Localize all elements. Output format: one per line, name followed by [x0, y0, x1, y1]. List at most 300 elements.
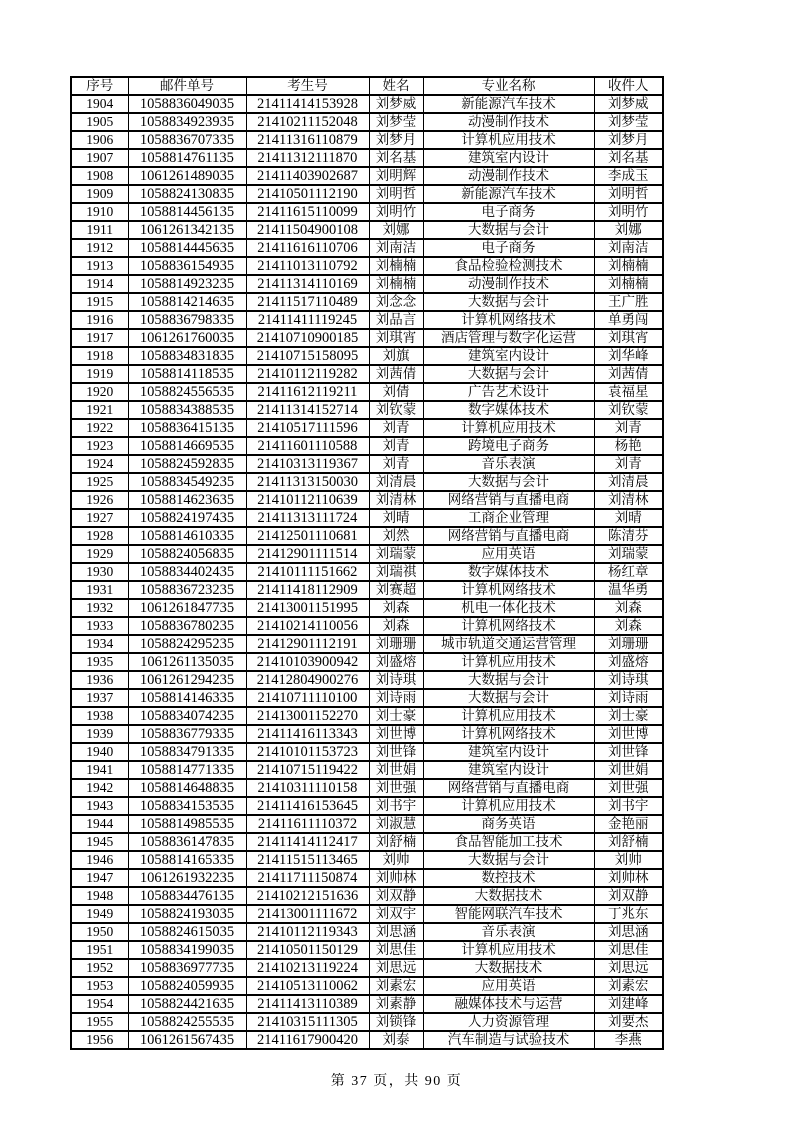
cell-name: 刘倩	[369, 383, 423, 401]
cell-major: 网络营销与直播电商	[423, 527, 594, 545]
cell-major: 动漫制作技术	[423, 167, 594, 185]
table-row	[71, 275, 663, 293]
cell-major: 新能源汽车技术	[423, 185, 594, 203]
cell-name: 刘森	[369, 617, 423, 635]
cell-recipient: 刘世强	[594, 779, 663, 797]
cell-name: 刘书宇	[369, 797, 423, 815]
cell-recipient: 刘清林	[594, 491, 663, 509]
cell-candidate-number: 21411414112417	[246, 833, 369, 851]
table-row	[71, 347, 663, 365]
table-row	[71, 689, 663, 707]
cell-mail-number: 1061261135035	[128, 653, 246, 671]
cell-candidate-number: 21411313150030	[246, 473, 369, 491]
cell-major: 大数据与会计	[423, 671, 594, 689]
cell-major: 大数据与会计	[423, 851, 594, 869]
cell-candidate-number: 21410501150129	[246, 941, 369, 959]
cell-name: 刘梦威	[369, 95, 423, 113]
cell-name: 刘琪宵	[369, 329, 423, 347]
cell-candidate-number: 21410101153723	[246, 743, 369, 761]
cell-recipient: 刘楠楠	[594, 275, 663, 293]
cell-major: 计算机应用技术	[423, 131, 594, 149]
cell-mail-number: 1058824295235	[128, 635, 246, 653]
cell-candidate-number: 21411504900108	[246, 221, 369, 239]
cell-mail-number: 1058834923935	[128, 113, 246, 131]
cell-mail-number: 1058836779335	[128, 725, 246, 743]
cell-recipient: 刘士豪	[594, 707, 663, 725]
cell-serial: 1948	[71, 887, 128, 905]
cell-candidate-number: 21411418112909	[246, 581, 369, 599]
cell-major: 食品智能加工技术	[423, 833, 594, 851]
cell-serial: 1917	[71, 329, 128, 347]
cell-major: 汽车制造与试验技术	[423, 1031, 594, 1049]
cell-mail-number: 1058836147835	[128, 833, 246, 851]
cell-major: 数控技术	[423, 869, 594, 887]
cell-serial: 1955	[71, 1013, 128, 1031]
table-body	[71, 95, 663, 1049]
cell-name: 刘泰	[369, 1031, 423, 1049]
cell-candidate-number: 21410111151662	[246, 563, 369, 581]
cell-recipient: 刘明竹	[594, 203, 663, 221]
cell-recipient: 刘茜倩	[594, 365, 663, 383]
cell-major: 人力资源管理	[423, 1013, 594, 1031]
cell-candidate-number: 21410711110100	[246, 689, 369, 707]
cell-candidate-number: 21413001152270	[246, 707, 369, 725]
table-row	[71, 617, 663, 635]
cell-serial: 1944	[71, 815, 128, 833]
cell-recipient: 刘双静	[594, 887, 663, 905]
cell-candidate-number: 21411517110489	[246, 293, 369, 311]
cell-mail-number: 1058814610335	[128, 527, 246, 545]
cell-major: 建筑室内设计	[423, 347, 594, 365]
table-row	[71, 491, 663, 509]
cell-major: 建筑室内设计	[423, 149, 594, 167]
cell-mail-number: 1058814623635	[128, 491, 246, 509]
cell-candidate-number: 21411316110879	[246, 131, 369, 149]
cell-recipient: 刘诗琪	[594, 671, 663, 689]
cell-name: 刘帅林	[369, 869, 423, 887]
cell-mail-number: 1058834153535	[128, 797, 246, 815]
table-row	[71, 239, 663, 257]
cell-mail-number: 1058834549235	[128, 473, 246, 491]
cell-recipient: 刘珊珊	[594, 635, 663, 653]
cell-candidate-number: 21410213119224	[246, 959, 369, 977]
cell-name: 刘舒楠	[369, 833, 423, 851]
cell-mail-number: 1061261567435	[128, 1031, 246, 1049]
cell-candidate-number: 21410715119422	[246, 761, 369, 779]
cell-mail-number: 1058814146335	[128, 689, 246, 707]
cell-name: 刘珊珊	[369, 635, 423, 653]
cell-recipient: 刘思涵	[594, 923, 663, 941]
cell-serial: 1920	[71, 383, 128, 401]
cell-recipient: 刘琪宵	[594, 329, 663, 347]
cell-mail-number: 1061261294235	[128, 671, 246, 689]
table-row	[71, 95, 663, 113]
table-row	[71, 563, 663, 581]
cell-name: 刘世博	[369, 725, 423, 743]
cell-name: 刘清林	[369, 491, 423, 509]
cell-mail-number: 1058836723235	[128, 581, 246, 599]
cell-name: 刘然	[369, 527, 423, 545]
cell-major: 大数据技术	[423, 959, 594, 977]
cell-mail-number: 1058834402435	[128, 563, 246, 581]
cell-recipient: 刘青	[594, 419, 663, 437]
cell-major: 大数据与会计	[423, 473, 594, 491]
cell-major: 计算机应用技术	[423, 419, 594, 437]
table-row	[71, 167, 663, 185]
cell-mail-number: 1058824592835	[128, 455, 246, 473]
cell-name: 刘士豪	[369, 707, 423, 725]
cell-candidate-number: 21411411119245	[246, 311, 369, 329]
cell-mail-number: 1058814923235	[128, 275, 246, 293]
cell-serial: 1930	[71, 563, 128, 581]
cell-major: 计算机网络技术	[423, 311, 594, 329]
table-row	[71, 707, 663, 725]
cell-mail-number: 1058836154935	[128, 257, 246, 275]
cell-serial: 1915	[71, 293, 128, 311]
cell-candidate-number: 21410710900185	[246, 329, 369, 347]
cell-candidate-number: 21410112119343	[246, 923, 369, 941]
cell-recipient: 刘思远	[594, 959, 663, 977]
cell-recipient: 刘森	[594, 599, 663, 617]
cell-serial: 1922	[71, 419, 128, 437]
cell-candidate-number: 21410212151636	[246, 887, 369, 905]
cell-mail-number: 1058834791335	[128, 743, 246, 761]
cell-serial: 1946	[71, 851, 128, 869]
cell-recipient: 刘明哲	[594, 185, 663, 203]
column-header-name: 姓名	[369, 77, 423, 95]
cell-candidate-number: 21411314110169	[246, 275, 369, 293]
table-header-row	[71, 77, 663, 95]
cell-candidate-number: 21411312111870	[246, 149, 369, 167]
table-row	[71, 743, 663, 761]
cell-name: 刘清晨	[369, 473, 423, 491]
cell-mail-number: 1058834388535	[128, 401, 246, 419]
cell-candidate-number: 21411616110706	[246, 239, 369, 257]
cell-recipient: 温华勇	[594, 581, 663, 599]
table-row	[71, 599, 663, 617]
cell-serial: 1914	[71, 275, 128, 293]
cell-major: 食品检验检测技术	[423, 257, 594, 275]
cell-mail-number: 1058824197435	[128, 509, 246, 527]
cell-candidate-number: 21411611110372	[246, 815, 369, 833]
cell-serial: 1951	[71, 941, 128, 959]
cell-major: 智能网联汽车技术	[423, 905, 594, 923]
cell-candidate-number: 21411416153645	[246, 797, 369, 815]
cell-candidate-number: 21410513110062	[246, 977, 369, 995]
table-row	[71, 131, 663, 149]
cell-serial: 1912	[71, 239, 128, 257]
cell-major: 音乐表演	[423, 923, 594, 941]
cell-major: 广告艺术设计	[423, 383, 594, 401]
cell-mail-number: 1058814165335	[128, 851, 246, 869]
cell-candidate-number: 21412901112191	[246, 635, 369, 653]
cell-candidate-number: 21410112110639	[246, 491, 369, 509]
cell-serial: 1940	[71, 743, 128, 761]
cell-serial: 1907	[71, 149, 128, 167]
cell-recipient: 李成玉	[594, 167, 663, 185]
cell-name: 刘南洁	[369, 239, 423, 257]
column-header-mail-number: 邮件单号	[128, 77, 246, 95]
cell-major: 数字媒体技术	[423, 563, 594, 581]
cell-major: 新能源汽车技术	[423, 95, 594, 113]
cell-name: 刘晴	[369, 509, 423, 527]
cell-serial: 1911	[71, 221, 128, 239]
cell-recipient: 刘盛熔	[594, 653, 663, 671]
cell-recipient: 刘建峰	[594, 995, 663, 1013]
cell-mail-number: 1058824556535	[128, 383, 246, 401]
cell-mail-number: 1058814214635	[128, 293, 246, 311]
cell-mail-number: 1061261342135	[128, 221, 246, 239]
cell-serial: 1938	[71, 707, 128, 725]
cell-serial: 1916	[71, 311, 128, 329]
cell-name: 刘娜	[369, 221, 423, 239]
cell-serial: 1921	[71, 401, 128, 419]
cell-name: 刘世锋	[369, 743, 423, 761]
cell-recipient: 刘书宇	[594, 797, 663, 815]
cell-name: 刘淑慧	[369, 815, 423, 833]
cell-serial: 1936	[71, 671, 128, 689]
cell-serial: 1934	[71, 635, 128, 653]
cell-recipient: 刘华峰	[594, 347, 663, 365]
cell-name: 刘明哲	[369, 185, 423, 203]
cell-name: 刘双静	[369, 887, 423, 905]
table-row	[71, 113, 663, 131]
cell-serial: 1924	[71, 455, 128, 473]
table-row	[71, 869, 663, 887]
cell-major: 计算机应用技术	[423, 653, 594, 671]
table-row	[71, 977, 663, 995]
page-footer: 第 37 页，共 90 页	[330, 1074, 463, 1089]
cell-candidate-number: 21412501110681	[246, 527, 369, 545]
cell-candidate-number: 21410311110158	[246, 779, 369, 797]
cell-recipient: 单勇闯	[594, 311, 663, 329]
cell-candidate-number: 21410517111596	[246, 419, 369, 437]
cell-name: 刘思远	[369, 959, 423, 977]
cell-mail-number: 1058824421635	[128, 995, 246, 1013]
cell-candidate-number: 21413001151995	[246, 599, 369, 617]
table-row	[71, 905, 663, 923]
cell-candidate-number: 21411403902687	[246, 167, 369, 185]
cell-name: 刘梦莹	[369, 113, 423, 131]
cell-candidate-number: 21410103900942	[246, 653, 369, 671]
table-row	[71, 545, 663, 563]
cell-name: 刘梦月	[369, 131, 423, 149]
cell-serial: 1937	[71, 689, 128, 707]
cell-major: 酒店管理与数字化运营	[423, 329, 594, 347]
cell-recipient: 刘世娟	[594, 761, 663, 779]
cell-recipient: 刘舒楠	[594, 833, 663, 851]
cell-serial: 1926	[71, 491, 128, 509]
column-header-recipient: 收件人	[594, 77, 663, 95]
cell-major: 建筑室内设计	[423, 761, 594, 779]
cell-recipient: 刘名基	[594, 149, 663, 167]
cell-mail-number: 1061261760035	[128, 329, 246, 347]
cell-mail-number: 1058836415135	[128, 419, 246, 437]
table-row	[71, 761, 663, 779]
cell-major: 应用英语	[423, 545, 594, 563]
cell-recipient: 刘瑞蒙	[594, 545, 663, 563]
table-row	[71, 581, 663, 599]
cell-serial: 1906	[71, 131, 128, 149]
cell-candidate-number: 21411414153928	[246, 95, 369, 113]
cell-major: 商务英语	[423, 815, 594, 833]
cell-name: 刘明辉	[369, 167, 423, 185]
cell-serial: 1913	[71, 257, 128, 275]
cell-candidate-number: 21411612119211	[246, 383, 369, 401]
cell-recipient: 陈清芬	[594, 527, 663, 545]
cell-mail-number: 1058814771335	[128, 761, 246, 779]
cell-recipient: 刘娜	[594, 221, 663, 239]
cell-serial: 1931	[71, 581, 128, 599]
cell-recipient: 刘帅	[594, 851, 663, 869]
cell-recipient: 刘要杰	[594, 1013, 663, 1031]
table-row	[71, 293, 663, 311]
cell-name: 刘锁锋	[369, 1013, 423, 1031]
cell-serial: 1905	[71, 113, 128, 131]
cell-serial: 1945	[71, 833, 128, 851]
cell-serial: 1932	[71, 599, 128, 617]
cell-name: 刘世强	[369, 779, 423, 797]
cell-recipient: 刘世博	[594, 725, 663, 743]
table-row	[71, 149, 663, 167]
cell-name: 刘诗琪	[369, 671, 423, 689]
cell-candidate-number: 21412901111514	[246, 545, 369, 563]
cell-name: 刘青	[369, 455, 423, 473]
cell-name: 刘明竹	[369, 203, 423, 221]
cell-mail-number: 1058834074235	[128, 707, 246, 725]
cell-major: 融媒体技术与运营	[423, 995, 594, 1013]
cell-candidate-number: 21410313119367	[246, 455, 369, 473]
cell-serial: 1919	[71, 365, 128, 383]
cell-recipient: 王广胜	[594, 293, 663, 311]
cell-name: 刘双宇	[369, 905, 423, 923]
cell-recipient: 刘森	[594, 617, 663, 635]
cell-major: 计算机网络技术	[423, 581, 594, 599]
cell-name: 刘名基	[369, 149, 423, 167]
cell-mail-number: 1058814118535	[128, 365, 246, 383]
cell-recipient: 刘青	[594, 455, 663, 473]
cell-name: 刘森	[369, 599, 423, 617]
cell-candidate-number: 21413001111672	[246, 905, 369, 923]
cell-mail-number: 1058836798335	[128, 311, 246, 329]
cell-recipient: 李燕	[594, 1031, 663, 1049]
cell-major: 大数据与会计	[423, 689, 594, 707]
cell-major: 网络营销与直播电商	[423, 779, 594, 797]
cell-candidate-number: 21411615110099	[246, 203, 369, 221]
cell-mail-number: 1058824059935	[128, 977, 246, 995]
table-row	[71, 203, 663, 221]
cell-recipient: 刘帅林	[594, 869, 663, 887]
cell-candidate-number: 21410211152048	[246, 113, 369, 131]
cell-mail-number: 1058814456135	[128, 203, 246, 221]
cell-mail-number: 1058836977735	[128, 959, 246, 977]
column-header-candidate-number: 考生号	[246, 77, 369, 95]
cell-major: 计算机网络技术	[423, 617, 594, 635]
table-row	[71, 419, 663, 437]
cell-recipient: 刘南洁	[594, 239, 663, 257]
column-header-major: 专业名称	[423, 77, 594, 95]
cell-name: 刘茜倩	[369, 365, 423, 383]
cell-major: 网络营销与直播电商	[423, 491, 594, 509]
cell-serial: 1953	[71, 977, 128, 995]
cell-name: 刘素宏	[369, 977, 423, 995]
cell-serial: 1909	[71, 185, 128, 203]
cell-mail-number: 1058836049035	[128, 95, 246, 113]
cell-major: 机电一体化技术	[423, 599, 594, 617]
cell-major: 数字媒体技术	[423, 401, 594, 419]
cell-mail-number: 1058836780235	[128, 617, 246, 635]
cell-recipient: 袁福星	[594, 383, 663, 401]
table-row	[71, 401, 663, 419]
cell-name: 刘世娟	[369, 761, 423, 779]
cell-serial: 1929	[71, 545, 128, 563]
table-row	[71, 473, 663, 491]
cell-serial: 1904	[71, 95, 128, 113]
cell-serial: 1935	[71, 653, 128, 671]
mail-list-table	[70, 76, 664, 1050]
table-row	[71, 437, 663, 455]
table-row	[71, 527, 663, 545]
cell-recipient: 刘梦月	[594, 131, 663, 149]
table-row	[71, 815, 663, 833]
table-row	[71, 959, 663, 977]
cell-major: 大数据技术	[423, 887, 594, 905]
cell-name: 刘旗	[369, 347, 423, 365]
cell-recipient: 丁兆东	[594, 905, 663, 923]
table-row	[71, 779, 663, 797]
cell-candidate-number: 21411711150874	[246, 869, 369, 887]
table-row	[71, 1013, 663, 1031]
cell-candidate-number: 21410501112190	[246, 185, 369, 203]
cell-recipient: 杨红章	[594, 563, 663, 581]
cell-mail-number: 1058834199035	[128, 941, 246, 959]
cell-major: 跨境电子商务	[423, 437, 594, 455]
cell-recipient: 刘梦威	[594, 95, 663, 113]
cell-candidate-number: 21411313111724	[246, 509, 369, 527]
table-row	[71, 851, 663, 869]
cell-name: 刘青	[369, 437, 423, 455]
table-row	[71, 671, 663, 689]
cell-major: 计算机网络技术	[423, 725, 594, 743]
cell-major: 应用英语	[423, 977, 594, 995]
cell-name: 刘楠楠	[369, 257, 423, 275]
cell-mail-number: 1058814669535	[128, 437, 246, 455]
table-row	[71, 257, 663, 275]
cell-mail-number: 1061261489035	[128, 167, 246, 185]
cell-serial: 1927	[71, 509, 128, 527]
cell-mail-number: 1058814761135	[128, 149, 246, 167]
table-row	[71, 833, 663, 851]
cell-recipient: 刘梦莹	[594, 113, 663, 131]
table-row	[71, 383, 663, 401]
table-row	[71, 365, 663, 383]
cell-major: 动漫制作技术	[423, 275, 594, 293]
cell-name: 刘素静	[369, 995, 423, 1013]
table-row	[71, 725, 663, 743]
table-row	[71, 329, 663, 347]
table-row	[71, 923, 663, 941]
cell-recipient: 刘清晨	[594, 473, 663, 491]
cell-serial: 1933	[71, 617, 128, 635]
table-row	[71, 653, 663, 671]
cell-serial: 1954	[71, 995, 128, 1013]
cell-serial: 1949	[71, 905, 128, 923]
cell-mail-number: 1058824615035	[128, 923, 246, 941]
cell-major: 大数据与会计	[423, 365, 594, 383]
cell-serial: 1925	[71, 473, 128, 491]
table-row	[71, 797, 663, 815]
cell-serial: 1947	[71, 869, 128, 887]
